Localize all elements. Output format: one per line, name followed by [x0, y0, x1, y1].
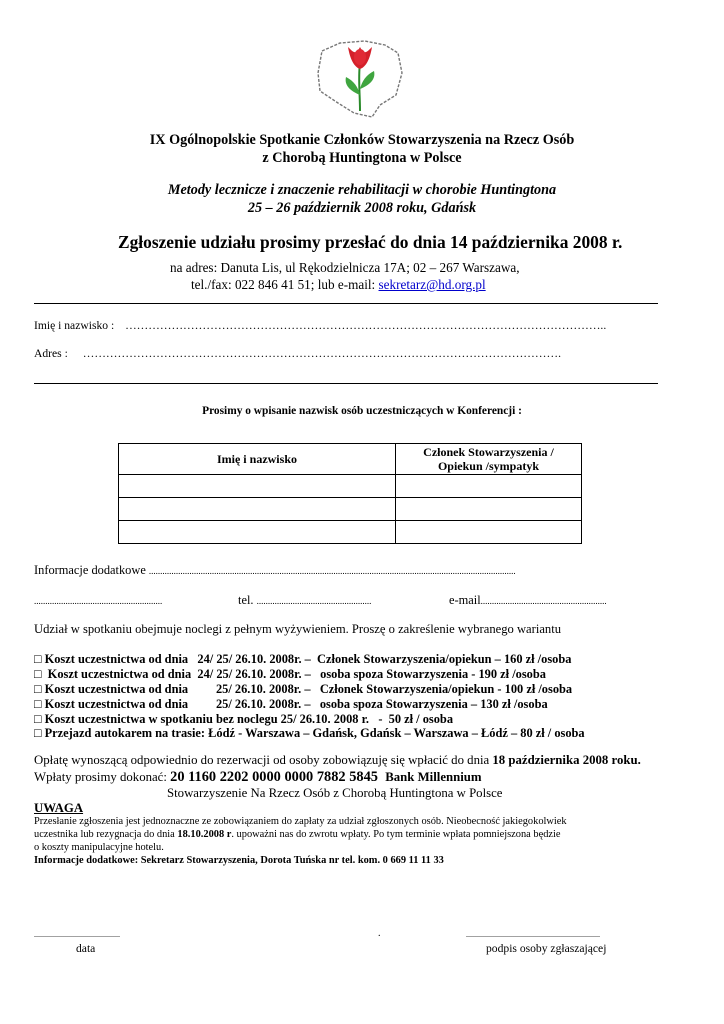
name-field[interactable]: …………………………………………………………………………………………………………….. [125, 319, 607, 332]
conference-title-line1: IX Ogólnopolskie Spotkanie Członków Stowarzyszenia na Rzecz Osób [149, 132, 575, 148]
payment-deadline-date: 18 października 2008 roku. [492, 753, 641, 767]
notice-text-line2-end: . upoważni nas do zwrotu wpłaty. Po tym terminie wpłata pomniejszona będzie [231, 829, 561, 840]
notice-heading: UWAGA [34, 801, 84, 815]
table-row [119, 475, 582, 498]
participant-name-cell[interactable] [119, 498, 396, 521]
participant-name-cell[interactable] [119, 521, 396, 544]
table-header-name: Imię i nazwisko [119, 444, 396, 475]
mailing-address: na adres: Danuta Lis, ul Rękodzielnicza 17A; 02 – 267 Warszawa, [170, 260, 520, 275]
option-item[interactable]: □ Koszt uczestnictwa w spotkaniu bez noclegu 25/ 26.10. 2008 r. - 50 zł / osoba [34, 712, 454, 726]
conference-subtitle-line1: Metody lecznicze i znaczenie rehabilitacji w chorobie Huntingtona [167, 182, 557, 198]
signature-separator-dot: . [378, 928, 381, 939]
date-label: data [76, 942, 96, 955]
notice-text-line2: uczestnika lub rezygnacja do dnia [34, 829, 178, 840]
participants-prompt: Prosimy o wpisanie nazwisk osób uczestniczących w Konferencji : [202, 405, 522, 417]
additional-info-label: Informacje dodatkowe [34, 563, 146, 577]
options-intro: Udział w spotkaniu obejmuje noclegi z pełnym wyżywieniem. Proszę o zakreślenie wybranego wariantu [34, 622, 562, 636]
option-item[interactable]: □ Przejazd autokarem na trasie: Łódź - Warszawa – Gdańsk, Gdańsk – Warszawa – Łódź – 80 zł / osoba [34, 726, 585, 740]
registration-deadline: Zgłoszenie udziału prosimy przesłać do dnia 14 października 2008 r. [118, 232, 623, 252]
table-row [119, 498, 582, 521]
option-item[interactable]: □ Koszt uczestnictwa od dnia 24/ 25/ 26.10. 2008r. – osoba spoza Stowarzyszenia - 190 zł /osoba [34, 667, 546, 681]
contact-email-link[interactable]: sekretarz@hd.org.pl [378, 277, 486, 292]
payment-instruction: Wpłaty prosimy dokonać: [34, 770, 171, 784]
participant-name-cell[interactable] [119, 475, 396, 498]
phone-label: tel. [238, 593, 254, 607]
notice-refund-date: 18.10.2008 r [177, 829, 232, 840]
payment-recipient: Stowarzyszenie Na Rzecz Osób z Chorobą Huntingtona w Polsce [167, 786, 503, 800]
payment-deadline-text: Opłatę wynoszącą odpowiednio do rezerwacji od osoby zobowiązuję się wpłacić do dnia [34, 753, 493, 767]
notice-text-line3: o koszty manipulacyjne hotelu. [34, 842, 164, 853]
bank-name: Bank Millennium [385, 770, 482, 784]
participant-membership-cell[interactable] [396, 521, 582, 544]
address-label: Adres : [34, 347, 68, 360]
email-label: e-mail [449, 593, 481, 607]
date-signature-line[interactable]: ........................................... [34, 930, 120, 939]
table-header-membership [396, 444, 582, 475]
notice-text-line1: Przesłanie zgłoszenia jest jednoznaczne ze zobowiązaniem do zapłaty za udział zgłoszonych osób. Nieobecność jakiegokolwiek [34, 816, 567, 827]
additional-info-field[interactable]: ................................................................................................................................................................... [148, 566, 516, 576]
table-header-membership-line1: Członek Stowarzyszenia / [423, 445, 554, 459]
contact-phone-fax: tel./fax: 022 846 41 51; lub e-mail: [191, 277, 379, 292]
phone-field[interactable]: ................................................... [256, 596, 372, 606]
table-row [119, 521, 582, 544]
organization-logo [310, 33, 410, 123]
bank-account-number: 20 1160 2202 0000 0000 7882 5845 [170, 769, 378, 785]
applicant-signature-line[interactable]: ................................................................... [466, 930, 600, 939]
participants-table [118, 443, 582, 544]
divider-middle [34, 383, 658, 384]
conference-title-line2: z Chorobą Huntingtona w Polsce [262, 150, 462, 166]
divider-top [34, 303, 658, 304]
conference-date-location: 25 – 26 październik 2008 roku, Gdańsk [247, 200, 477, 216]
signature-label: podpis osoby zgłaszającej [486, 942, 607, 955]
option-item[interactable]: □ Koszt uczestnictwa od dnia 24/ 25/ 26.10. 2008r. – Członek Stowarzyszenia/opiekun – 160 zł /osoba [34, 652, 572, 666]
table-header-membership-line2: Opiekun /sympatyk [437, 459, 540, 473]
option-item[interactable]: □ Koszt uczestnictwa od dnia 25/ 26.10. 2008r. – osoba spoza Stowarzyszenia – 130 zł /osoba [34, 697, 548, 711]
participant-membership-cell[interactable] [396, 498, 582, 521]
address-field[interactable]: ……………………………………………………………………………………………………………. [82, 347, 561, 360]
extra-name-field[interactable]: ......................................................... [34, 596, 163, 606]
email-field[interactable]: ........................................................ [480, 596, 607, 606]
contact-info: Informacje dodatkowe: Sekretarz Stowarzyszenia, Dorota Tuńska nr tel. kom. 0 669 11 11 33 [34, 855, 444, 866]
name-label: Imię i nazwisko : [34, 319, 115, 332]
participant-membership-cell[interactable] [396, 475, 582, 498]
option-item[interactable]: □ Koszt uczestnictwa od dnia 25/ 26.10. 2008r. – Członek Stowarzyszenia/opiekun - 100 zł /osoba [34, 682, 573, 696]
